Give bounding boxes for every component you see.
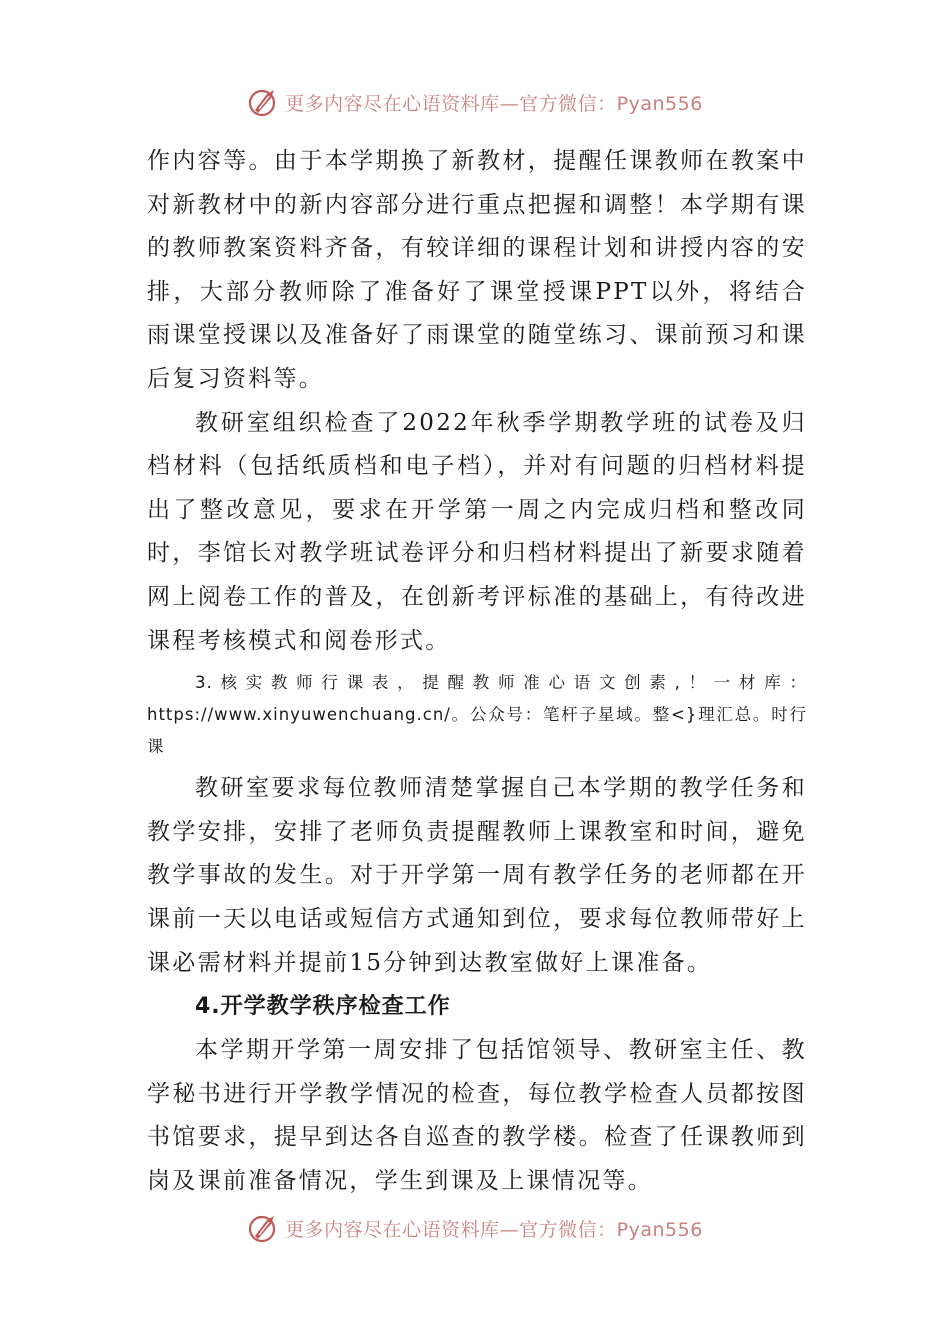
paragraph-4: 本学期开学第一周安排了包括馆领导、教研室主任、教学秘书进行开学教学情况的检查，每位教学检查人员都按图书馆要求，提早到达各自巡查的教学楼。检查了任课教师到岗及课前准备情况，学生到课及上课情况等。 [147, 1037, 807, 1194]
document-body [147, 140, 807, 1203]
footer-text: 更多内容尽在心语资料库—官方微信：Pyan556 [285, 1218, 703, 1241]
header-banner [0, 82, 950, 122]
paragraph-1: 作内容等。由于本学期换了新教材，提醒任课教师在教案中对新教材中的新内容部分进行重点把握和调整！本学期有课的教师教案资料齐备，有较详细的课程计划和讲授内容的安排，大部分教师除了准备好了课堂授课PPT以外，将结合雨课堂授课以及准备好了雨课堂的随堂练习、课前预习和课后复习资料等。 [147, 148, 807, 392]
watermark-note: 3.核实教师行课表，提醒教师准心语文创素,！一材库：https://www.xinyuwenchuang.cn/。公众号：笔杆子星域。整<}理汇总。时行课 [147, 673, 807, 757]
paragraph-2: 教研室组织检查了2022年秋季学期教学班的试卷及归档材料（包括纸质档和电子档），并对有问题的归档材料提出了整改意见，要求在开学第一周之内完成归档和整改同时，李馆长对教学班试卷评分和归档材料提出了新要求随着网上阅卷工作的普及，在创新考评标准的基础上，有待改进课程考核模式和阅卷形式。 [147, 409, 807, 654]
section-heading-4: 4.开学教学秩序检查工作 [195, 994, 451, 1020]
pen-nib-circle-icon [247, 1211, 281, 1245]
paragraph-3: 教研室要求每位教师清楚掌握自己本学期的教学任务和教学安排，安排了老师负责提醒教师上课教室和时间，避免教学事故的发生。对于开学第一周有教学任务的老师都在开课前一天以电话或短信方式通知到位，要求每位教师带好上课必需材料并提前15分钟到达教室做好上课准备。 [147, 775, 807, 976]
footer-banner [0, 1208, 950, 1248]
header-text: 更多内容尽在心语资料库—官方微信：Pyan556 [285, 92, 703, 115]
pen-nib-circle-icon [247, 85, 281, 119]
